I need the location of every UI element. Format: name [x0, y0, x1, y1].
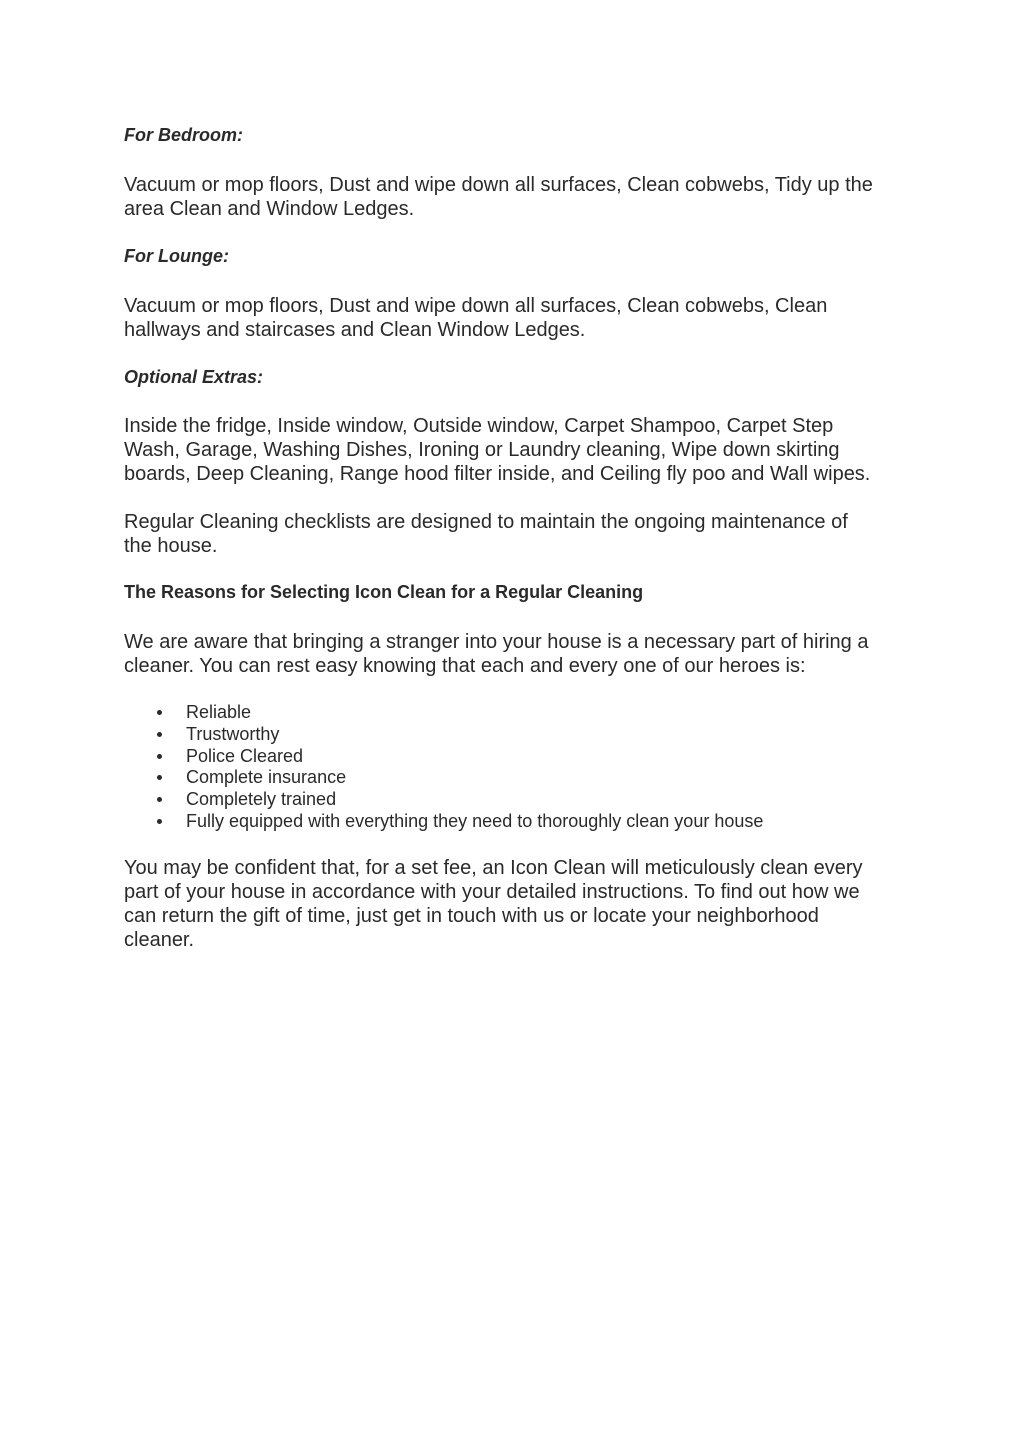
extras-line: Wash, Garage, Washing Dishes, Ironing or Laundry cleaning, Wipe down skirting	[124, 439, 840, 461]
list-item-label: Completely trained	[186, 789, 337, 810]
bullet-icon	[157, 797, 162, 802]
bullet-icon	[157, 710, 162, 715]
list-item-label: Fully equipped with everything they need to thoroughly clean your house	[186, 810, 764, 831]
bedroom-heading: For Bedroom:	[124, 125, 243, 145]
bullet-icon	[157, 819, 162, 824]
reasons-bullet-list	[124, 702, 914, 833]
regular-paragraph	[124, 510, 914, 558]
bedroom-line: Vacuum or mop floors, Dust and wipe down all surfaces, Clean cobwebs, Tidy up the	[124, 174, 873, 196]
list-item-label: Reliable	[186, 702, 252, 722]
extras-line: Inside the fridge, Inside window, Outside window, Carpet Shampoo, Carpet Step	[124, 415, 834, 437]
regular-line: Regular Cleaning checklists are designed to maintain the ongoing maintenance of	[124, 511, 848, 533]
bullet-icon	[157, 775, 162, 780]
reasons-intro-paragraph	[124, 630, 914, 678]
list-item	[124, 724, 914, 746]
extras-line: boards, Deep Cleaning, Range hood filter inside, and Ceiling fly poo and Wall wipes.	[124, 463, 871, 485]
closing-line: cleaner.	[124, 929, 195, 951]
closing-line: can return the gift of time, just get in touch with us or locate your neighborhood	[124, 905, 819, 927]
reasons-heading: The Reasons for Selecting Icon Clean for a Regular Cleaning	[124, 582, 644, 602]
reasons-intro-line: cleaner. You can rest easy knowing that each and every one of our heroes is:	[124, 655, 806, 677]
bedroom-paragraph	[124, 173, 914, 221]
closing-line: You may be confident that, for a set fee, an Icon Clean will meticulously clean every	[124, 857, 863, 879]
lounge-heading: For Lounge:	[124, 246, 229, 266]
list-item	[124, 811, 914, 833]
list-item	[124, 746, 914, 768]
closing-paragraph	[124, 856, 914, 952]
reasons-intro-line: We are aware that bringing a stranger into your house is a necessary part of hiring a	[124, 631, 869, 653]
closing-line: part of your house in accordance with your detailed instructions. To find out how we	[124, 881, 860, 903]
extras-paragraph	[124, 414, 914, 486]
list-item	[124, 789, 914, 811]
list-item	[124, 702, 914, 724]
list-item	[124, 767, 914, 789]
lounge-line: Vacuum or mop floors, Dust and wipe down all surfaces, Clean cobwebs, Clean	[124, 295, 828, 317]
extras-heading: Optional Extras:	[124, 367, 264, 387]
list-item-label: Trustworthy	[186, 723, 280, 744]
regular-line: the house.	[124, 535, 218, 557]
list-item-label: Complete insurance	[186, 767, 347, 788]
list-item-label: Police Cleared	[186, 745, 304, 766]
bedroom-line: area Clean and Window Ledges.	[124, 198, 415, 220]
bullet-icon	[157, 732, 162, 737]
lounge-paragraph	[124, 294, 914, 342]
bullet-icon	[157, 754, 162, 759]
lounge-line: hallways and staircases and Clean Window Ledges.	[124, 319, 586, 341]
